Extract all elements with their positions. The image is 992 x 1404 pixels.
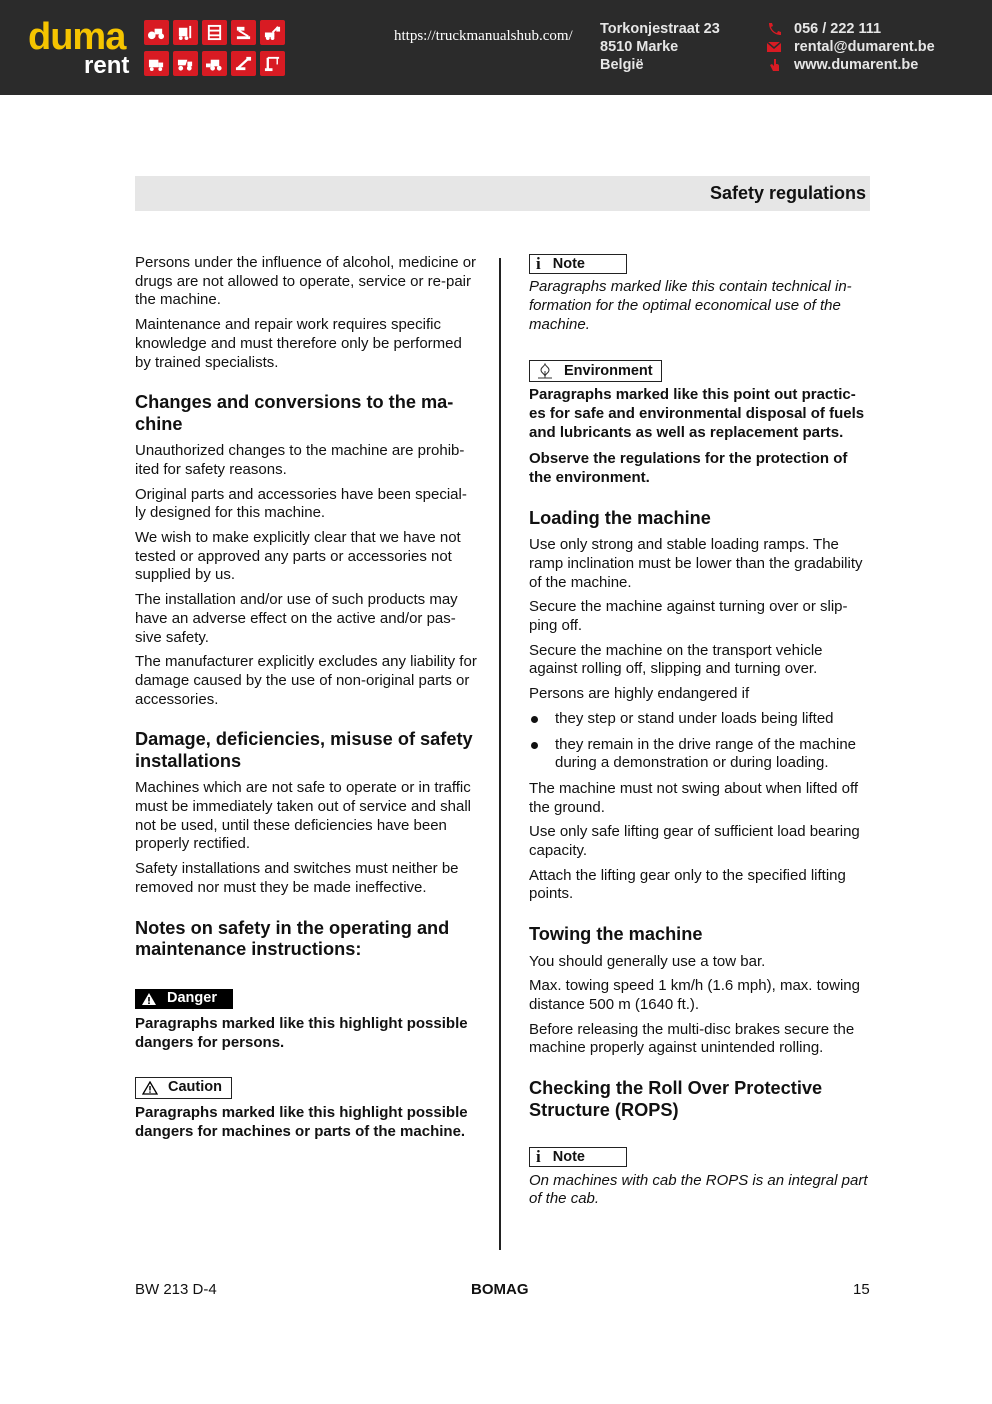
boom-lift-icon: [231, 51, 256, 76]
danger-label-box: [135, 989, 233, 1009]
heading-loading: Loading the machine: [529, 507, 711, 528]
caution-label-box: [135, 1077, 232, 1099]
warning-triangle-icon: [141, 992, 157, 1006]
section-title: Safety regulations: [709, 183, 866, 203]
footer-model: BW 213 D-4: [135, 1281, 217, 1298]
contact-website[interactable]: www.dumarent.be: [794, 57, 919, 73]
right-column: [529, 254, 871, 1215]
environment-block: [529, 360, 871, 487]
dumarent-logo: [28, 14, 148, 80]
machine-icon-grid: [144, 20, 289, 76]
list-item: they step or stand under loads being lifted: [529, 710, 871, 729]
environment-icon: [536, 363, 554, 379]
dumper-icon: [173, 51, 198, 76]
paragraph: Secure the machine on the transport vehicle against rolling off, slipping and turning over.: [529, 641, 823, 678]
danger-label: Danger: [167, 990, 217, 1007]
address-country: België: [600, 57, 644, 73]
caution-text: Paragraphs marked like this highlight possible dangers for machines or parts of the machine.: [135, 1104, 468, 1141]
note-text: Paragraphs marked like this contain technical in-formation for the optimal economical use of the machine.: [529, 278, 852, 333]
logo-brand-bottom: rent: [84, 52, 130, 79]
environment-text: Paragraphs marked like this point out practic-es for safe and environmental disposal of fuels and lubricants as well as replacement parts.: [529, 386, 865, 441]
paragraph: Maintenance and repair work requires specific knowledge and must therefore only be performed by trained specialists.: [135, 316, 462, 371]
heading-notes: Notes on safety in the operating and maintenance instructions:: [135, 917, 450, 960]
paragraph: The installation and/or use of such products may have an adverse effect on the active and/or pas-sive safety.: [135, 591, 458, 646]
phone-icon: [766, 22, 782, 36]
company-contact: [766, 20, 935, 74]
paragraph: Use only strong and stable loading ramps. The ramp inclination must be lower than the gradability of the machine.: [529, 536, 863, 591]
heading-changes: Changes and conversions to the ma-chine: [135, 392, 454, 434]
note-text: On machines with cab the ROPS is an integral part of the cab.: [529, 1171, 868, 1208]
paragraph: Unauthorized changes to the machine are prohib-ited for safety reasons.: [135, 442, 465, 478]
crane-icon: [260, 51, 285, 76]
paragraph: The machine must not swing about when lifted off the ground.: [529, 779, 859, 816]
paragraph: The manufacturer explicitly excludes any liability for damage caused by the use of non-original parts or accessories.: [135, 653, 477, 708]
paragraph: Secure the machine against turning over or slip-ping off.: [529, 598, 848, 634]
paragraph: Attach the lifting gear only to the specified lifting points.: [529, 866, 846, 903]
loader-icon: [202, 51, 227, 76]
excavator-icon: [260, 20, 285, 45]
note-label-box: [529, 254, 627, 274]
note-label-box: [529, 1147, 627, 1167]
paragraph: Max. towing speed 1 km/h (1.6 mph), max. towing distance 500 m (1640 ft.).: [529, 977, 860, 1014]
page-number: 15: [853, 1281, 870, 1298]
environment-text: Observe the regulations for the protection of the environment.: [529, 450, 848, 486]
list-item: they remain in the drive range of the machine during a demonstration or during loading.: [529, 736, 871, 773]
truck-icon: [144, 51, 169, 76]
scaffold-icon: [202, 20, 227, 45]
paragraph: Persons are highly endangered if: [529, 685, 750, 703]
paragraph: We wish to make explicitly clear that we have not tested or approved any parts or accessories not supplied by us.: [135, 529, 461, 584]
paragraph: Before releasing the multi-disc brakes secure the machine properly against unintended rolling.: [529, 1020, 855, 1057]
mail-icon: [766, 40, 782, 54]
danger-text: Paragraphs marked like this highlight possible dangers for persons.: [135, 1015, 468, 1051]
environment-label: Environment: [564, 363, 653, 380]
column-divider: [499, 258, 501, 1250]
contact-email[interactable]: rental@dumarent.be: [794, 39, 935, 55]
address-city: 8510 Marke: [600, 39, 679, 55]
section-title-bar: [135, 176, 870, 211]
paragraph: Use only safe lifting gear of sufficient load bearing capacity.: [529, 823, 860, 860]
caution-triangle-icon: [142, 1081, 158, 1095]
company-header: [0, 0, 992, 95]
contact-phone[interactable]: 056 / 222 111: [794, 21, 882, 37]
lift-icon: [231, 20, 256, 45]
caution-block: [135, 1077, 477, 1142]
heading-rops: Checking the Roll Over Protective Structure (ROPS): [529, 1078, 823, 1120]
left-column: [135, 254, 477, 1148]
caution-label: Caution: [168, 1079, 222, 1096]
heading-damage: Damage, deficiencies, misuse of safety installations: [135, 729, 473, 771]
info-icon: i: [536, 1146, 541, 1166]
source-url[interactable]: https://truckmanualshub.com/: [394, 28, 573, 44]
address-street: Torkonjestraat 23: [600, 21, 720, 37]
info-icon: i: [536, 253, 541, 273]
paragraph: You should generally use a tow bar.: [529, 952, 766, 970]
danger-bullet-list: [529, 710, 871, 773]
footer-brand: BOMAG: [471, 1281, 529, 1298]
logo-brand-top: duma: [28, 16, 126, 58]
note-label: Note: [552, 255, 585, 272]
roller-icon: [144, 20, 169, 45]
heading-towing: Towing the machine: [529, 924, 703, 945]
danger-block: [135, 989, 477, 1053]
note-block-rops: [529, 1147, 871, 1209]
forklift-icon: [173, 20, 198, 45]
paragraph: Original parts and accessories have been special-ly designed for this machine.: [135, 485, 467, 522]
pointer-icon: [766, 58, 782, 72]
environment-label-box: [529, 360, 662, 382]
paragraph: Machines which are not safe to operate or in traffic must be immediately taken out of service and shall not be used, until these deficiencies have been properly rectified.: [135, 779, 471, 853]
company-address: [600, 20, 720, 74]
paragraph: Persons under the influence of alcohol, medicine or drugs are not allowed to operate, service or re-pair the machine.: [135, 254, 477, 309]
note-label: Note: [552, 1148, 585, 1165]
paragraph: Safety installations and switches must neither be removed nor must they be made ineffective.: [135, 860, 459, 896]
